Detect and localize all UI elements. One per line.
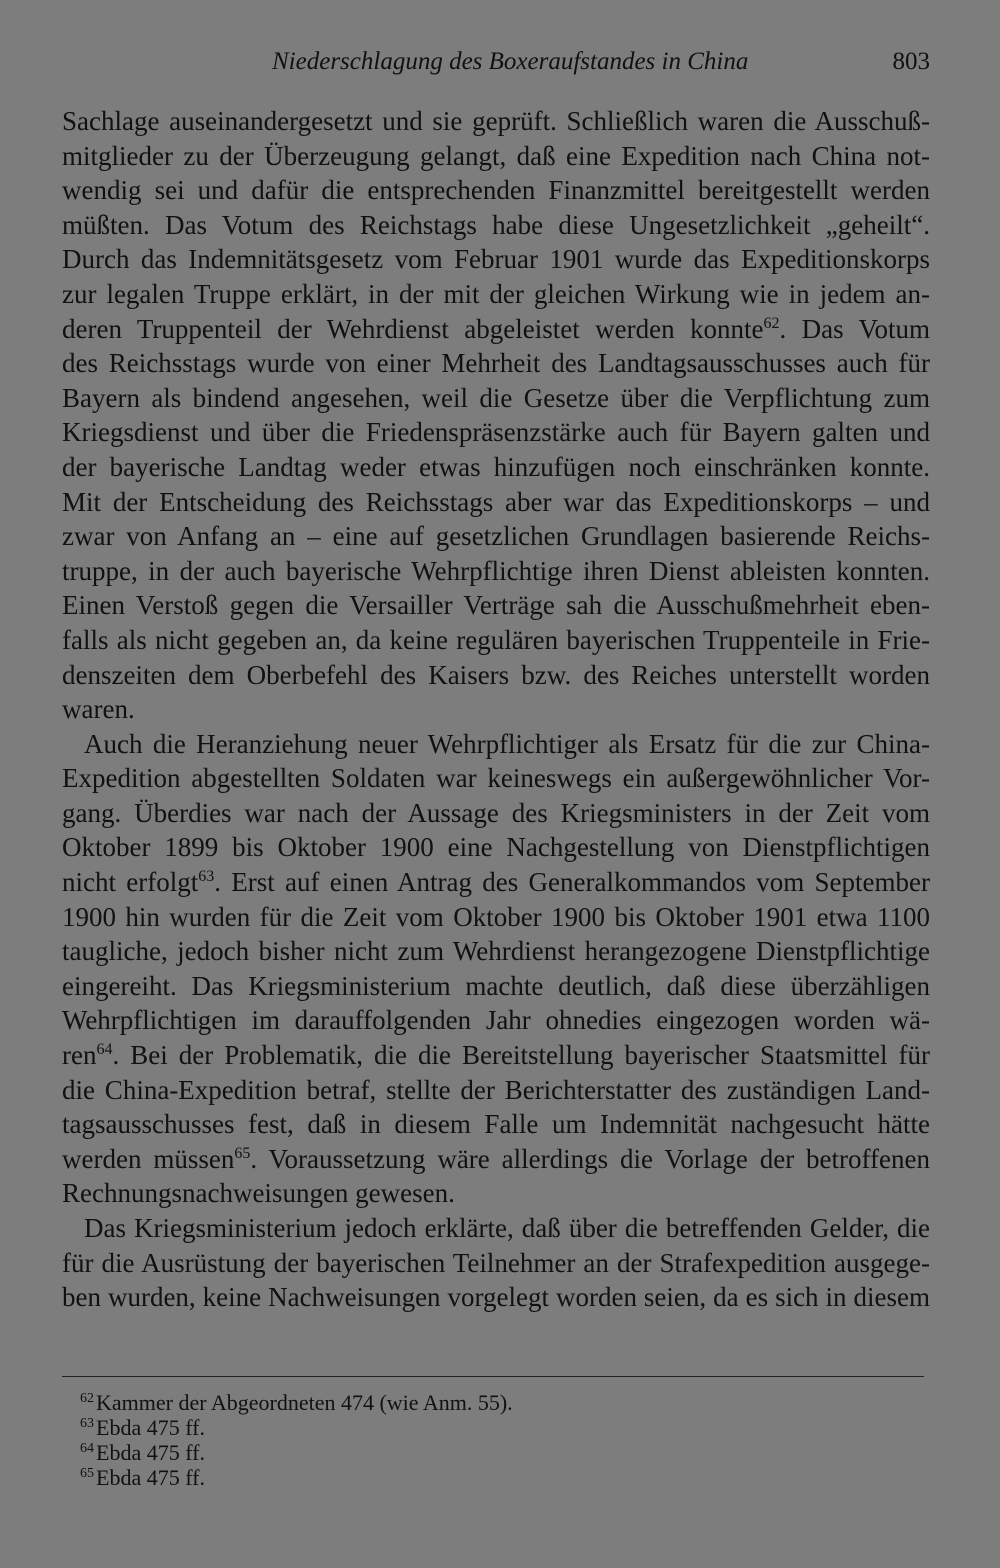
text-line	[62, 1211, 930, 1246]
text-line	[62, 554, 930, 589]
running-title: Niederschlagung des Boxeraufstandes in China	[272, 48, 749, 75]
text-line	[62, 865, 930, 900]
line-text: zwar von Anfang an – eine auf gesetzlichen Grundlagen basierende Reichs-	[62, 521, 930, 552]
text-line	[62, 1073, 930, 1108]
footnote: 63Ebda 475 ff.	[80, 1415, 205, 1440]
text-line	[62, 692, 930, 727]
footnote-separator	[62, 1376, 924, 1377]
line-text: Expedition abgestellten Soldaten war keineswegs ein außergewöhnlicher Vor-	[62, 763, 930, 794]
line-text: nicht erfolgt	[62, 867, 199, 898]
line-text: Bayern als bindend angesehen, weil die Gesetze über die Verpflichtung zum	[62, 382, 930, 413]
line-text: tagsausschusses fest, daß in diesem Falle um Indemnität nachgesucht hätte	[62, 1109, 930, 1140]
text-line	[62, 623, 930, 658]
line-text: ren	[62, 1040, 97, 1071]
line-text: . Voraussetzung wäre allerdings die Vorlage der betroffenen	[250, 1143, 930, 1174]
text-line	[62, 1280, 930, 1315]
line-text: für die Ausrüstung der bayerischen Teilnehmer an der Strafexpedition ausgege-	[62, 1247, 930, 1278]
footnote-text: Ebda 475 ff.	[96, 1415, 205, 1440]
line-text: Einen Verstoß gegen die Versailler Verträge sah die Ausschußmehrheit eben-	[62, 590, 930, 621]
line-text: . Das Votum	[779, 313, 930, 344]
line-text: . Bei der Problematik, die die Bereitstellung bayerischer Staatsmittel für	[112, 1040, 930, 1071]
text-line	[62, 519, 930, 554]
text-line	[62, 173, 930, 208]
line-text: mitglieder zu der Überzeugung gelangt, daß eine Expedition nach China not-	[62, 140, 930, 171]
text-line	[62, 450, 930, 485]
line-text: Mit der Entscheidung des Reichsstags aber war das Expeditionskorps – und	[62, 486, 930, 517]
line-text: die China-Expedition betraf, stellte der Berichterstatter des zuständigen Land-	[62, 1074, 930, 1105]
line-text: waren.	[62, 694, 135, 725]
line-text: taugliche, jedoch bisher nicht zum Wehrdienst herangezogene Dienstpflichtige	[62, 936, 930, 967]
text-line	[62, 588, 930, 623]
text-line	[62, 208, 930, 243]
running-head	[62, 44, 932, 80]
line-text: . Erst auf einen Antrag des Generalkommandos vom September	[214, 867, 930, 898]
line-text: Kriegsdienst und über die Friedenspräsenzstärke auch für Bayern galten und	[62, 417, 930, 448]
line-text: Wehrpflichtigen im darauffolgenden Jahr ohnedies eingezogen worden wä-	[62, 1005, 930, 1036]
text-line	[62, 658, 930, 693]
text-line	[62, 1038, 930, 1073]
line-text: Das Kriegsministerium jedoch erklärte, daß über die betreffenden Gelder, die	[84, 1213, 930, 1243]
footnote-text: Ebda 475 ff.	[96, 1440, 205, 1465]
text-line	[62, 312, 930, 347]
text-line	[62, 346, 930, 381]
text-line	[62, 104, 930, 139]
body-text	[62, 104, 930, 1315]
text-line	[62, 139, 930, 174]
footnote-text: Kammer der Abgeordneten 474 (wie Anm. 55).	[96, 1390, 513, 1415]
line-text: truppe, in der auch bayerische Wehrpflichtige ihren Dienst ableisten konnten.	[62, 555, 930, 586]
text-line	[62, 1142, 930, 1177]
line-text: werden müssen	[62, 1143, 235, 1174]
line-text: müßten. Das Votum des Reichstags habe diese Ungesetzlichkeit „geheilt“.	[62, 209, 930, 240]
line-text: ben wurden, keine Nachweisungen vorgelegt worden seien, da es sich in diesem	[62, 1282, 930, 1313]
text-line	[62, 242, 930, 277]
text-line	[62, 830, 930, 865]
text-line	[62, 969, 930, 1004]
text-line	[62, 761, 930, 796]
line-text: des Reichsstags wurde von einer Mehrheit des Landtagsausschusses auch für	[62, 348, 930, 379]
line-text: Oktober 1899 bis Oktober 1900 eine Nachgestellung von Dienstpflichtigen	[62, 832, 930, 863]
text-line	[62, 1107, 930, 1142]
text-line	[62, 727, 930, 762]
line-text: Rechnungsnachweisungen gewesen.	[62, 1178, 455, 1209]
footnote-reference: 64	[96, 1041, 113, 1059]
page-number: 803	[892, 48, 930, 75]
line-text: Sachlage auseinandergesetzt und sie geprüft. Schließlich waren die Ausschuß-	[62, 106, 930, 136]
line-text: wendig sei und dafür die entsprechenden Finanzmittel bereitgestellt werden	[62, 175, 930, 206]
line-text: Durch das Indemnitätsgesetz vom Februar 1901 wurde das Expeditionskorps	[62, 244, 930, 275]
footnote: 64Ebda 475 ff.	[80, 1440, 205, 1465]
text-line	[62, 381, 930, 416]
line-text: der bayerische Landtag weder etwas hinzufügen noch einschränken konnte.	[62, 451, 930, 482]
text-line	[62, 900, 930, 935]
text-line	[62, 1176, 930, 1211]
footnote-reference: 63	[198, 868, 215, 886]
text-line	[62, 277, 930, 312]
line-text: eingereiht. Das Kriegsministerium machte deutlich, daß diese überzähligen	[62, 970, 930, 1001]
text-line	[62, 485, 930, 520]
text-line	[62, 1246, 930, 1281]
line-text: deren Truppenteil der Wehrdienst abgeleistet werden konnte	[62, 313, 764, 344]
footnote-text: Ebda 475 ff.	[96, 1465, 205, 1490]
footnote-reference: 62	[763, 314, 780, 332]
text-line	[62, 415, 930, 450]
text-line	[62, 934, 930, 969]
footnote-reference: 65	[234, 1144, 251, 1162]
line-text: falls als nicht gegeben an, da keine regulären bayerischen Truppenteile in Frie-	[62, 624, 930, 655]
footnote: 62Kammer der Abgeordneten 474 (wie Anm. 55).	[80, 1390, 513, 1415]
footnotes	[62, 1390, 924, 1490]
line-text: 1900 hin wurden für die Zeit vom Oktober 1900 bis Oktober 1901 etwa 1100	[62, 901, 930, 932]
text-line	[62, 1003, 930, 1038]
line-text: zur legalen Truppe erklärt, in der mit der gleichen Wirkung wie in jedem an-	[62, 278, 930, 309]
line-text: denszeiten dem Oberbefehl des Kaisers bzw. des Reiches unterstellt worden	[62, 659, 930, 690]
footnote: 65Ebda 475 ff.	[80, 1465, 205, 1490]
line-text: gang. Überdies war nach der Aussage des Kriegsministers in der Zeit vom	[62, 797, 930, 828]
line-text: Auch die Heranziehung neuer Wehrpflichtiger als Ersatz für die zur China-	[84, 728, 930, 759]
text-line	[62, 796, 930, 831]
